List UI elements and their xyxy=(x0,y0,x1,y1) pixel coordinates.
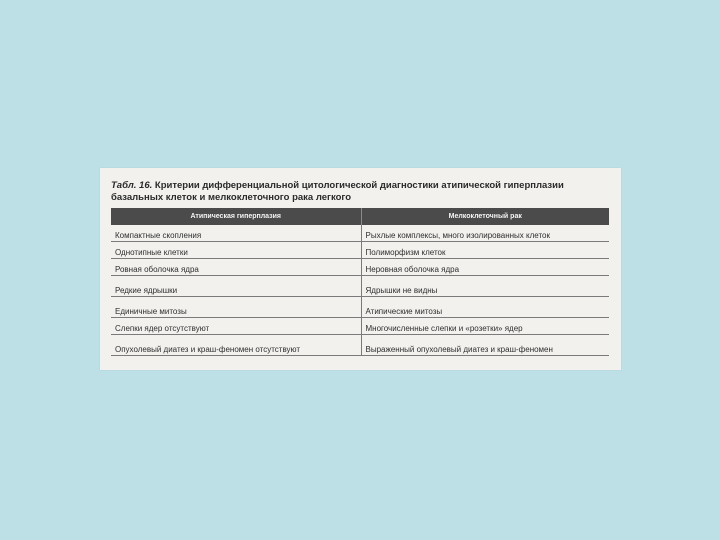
cell-cancer: Многочисленные слепки и «розетки» ядер xyxy=(361,318,609,335)
table-row xyxy=(111,335,609,356)
cell-hyperplasia: Редкие ядрышки xyxy=(111,276,361,297)
caption-title: Критерии дифференциальной цитологической диагностики атипической гиперплазии базальных клеток и мелкоклеточного рака легкого xyxy=(111,180,564,203)
cell-hyperplasia: Опухолевый диатез и краш-феномен отсутствуют xyxy=(111,335,361,356)
cell-cancer: Выраженный опухолевый диатез и краш-феномен xyxy=(361,335,609,356)
table-caption xyxy=(111,180,611,204)
table-row xyxy=(111,276,609,297)
scanned-page xyxy=(100,168,621,370)
cell-hyperplasia: Компактные скопления xyxy=(111,225,361,242)
cell-hyperplasia: Ровная оболочка ядра xyxy=(111,259,361,276)
table-row xyxy=(111,318,609,335)
header-small-cell-cancer: Мелкоклеточный рак xyxy=(361,208,609,225)
table-row xyxy=(111,242,609,259)
table-row xyxy=(111,297,609,318)
cell-cancer: Рыхлые комплексы, много изолированных клеток xyxy=(361,225,609,242)
cell-hyperplasia: Единичные митозы xyxy=(111,297,361,318)
header-atypical-hyperplasia: Атипическая гиперплазия xyxy=(111,208,361,225)
cell-cancer: Атипические митозы xyxy=(361,297,609,318)
table-header-row xyxy=(111,208,609,225)
table-row xyxy=(111,225,609,242)
cell-cancer: Полиморфизм клеток xyxy=(361,242,609,259)
diagnostic-criteria-table xyxy=(111,208,609,356)
cell-cancer: Ядрышки не видны xyxy=(361,276,609,297)
cell-hyperplasia: Однотипные клетки xyxy=(111,242,361,259)
cell-hyperplasia: Слепки ядер отсутствуют xyxy=(111,318,361,335)
table-row xyxy=(111,259,609,276)
caption-label: Табл. 16. xyxy=(111,180,153,191)
cell-cancer: Неровная оболочка ядра xyxy=(361,259,609,276)
